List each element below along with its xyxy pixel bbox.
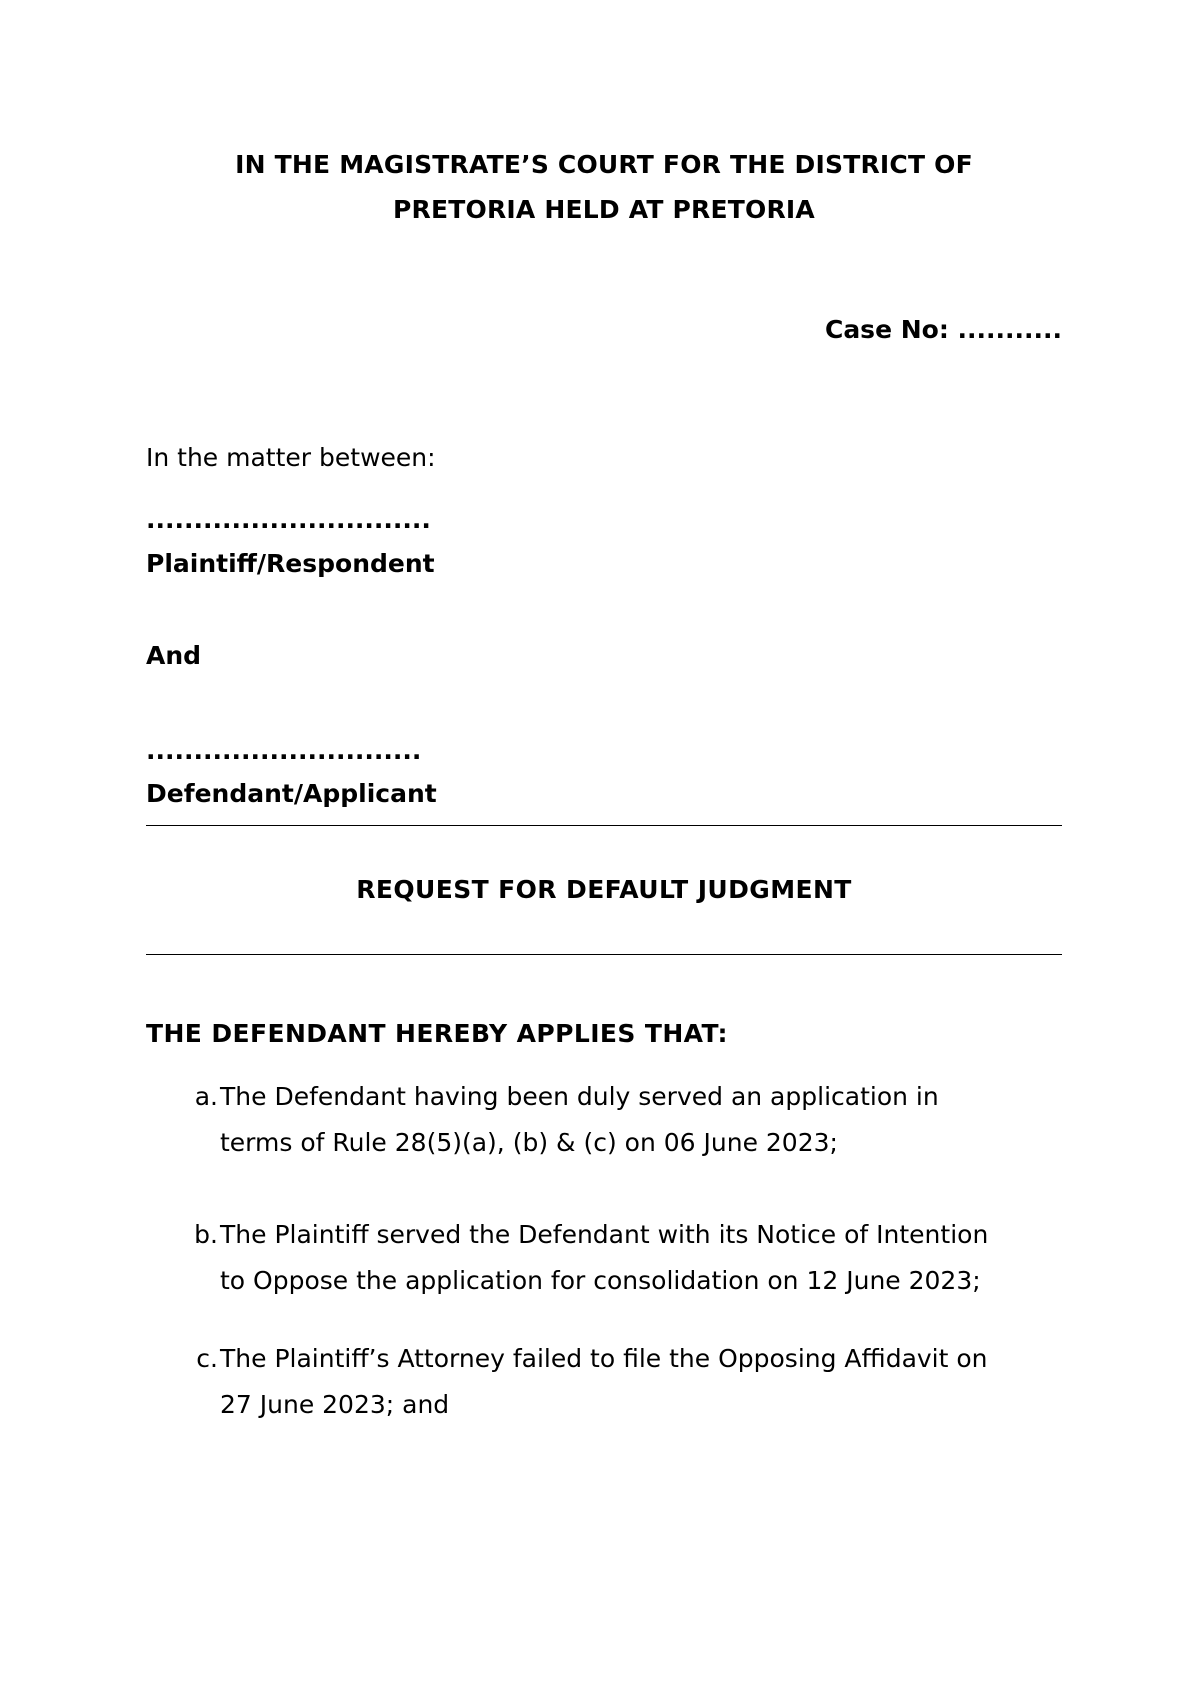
list-item-line: 27 June 2023; and — [220, 1390, 450, 1419]
court-heading-line-2: PRETORIA HELD AT PRETORIA — [393, 195, 815, 224]
case-number: Case No: ........... — [824, 315, 1062, 344]
list-item-line: The Defendant having been duly served an application in — [220, 1082, 939, 1111]
defendant-role: Defendant/Applicant — [146, 779, 437, 808]
list-item-line: The Plaintiff served the Defendant with its Notice of Intention — [220, 1220, 989, 1249]
court-heading-line-1: IN THE MAGISTRATE’S COURT FOR THE DISTRICT OF — [235, 150, 973, 179]
defendant-name-blank: ............................. — [146, 736, 422, 765]
document-title: REQUEST FOR DEFAULT JUDGMENT — [356, 875, 852, 904]
top-divider — [146, 825, 1062, 826]
list-item-line: to Oppose the application for consolidation on 12 June 2023; — [220, 1266, 981, 1295]
applies-heading: THE DEFENDANT HEREBY APPLIES THAT: — [146, 1019, 728, 1048]
list-marker: a. — [194, 1082, 218, 1111]
bottom-divider — [146, 954, 1062, 955]
and-separator: And — [146, 641, 202, 670]
matter-intro: In the matter between: — [146, 443, 436, 472]
list-item-text — [220, 1212, 1040, 1304]
list-marker: c. — [196, 1344, 218, 1373]
plaintiff-name-blank: .............................. — [146, 505, 431, 534]
list-item-text — [220, 1336, 1040, 1428]
list-item-line: terms of Rule 28(5)(a), (b) & (c) on 06 June 2023; — [220, 1128, 838, 1157]
plaintiff-role: Plaintiff/Respondent — [146, 549, 435, 578]
list-item-line: The Plaintiff’s Attorney failed to file the Opposing Affidavit on — [220, 1344, 988, 1373]
list-item-text — [220, 1074, 1040, 1166]
court-heading — [146, 142, 1062, 232]
list-marker: b. — [194, 1220, 218, 1249]
